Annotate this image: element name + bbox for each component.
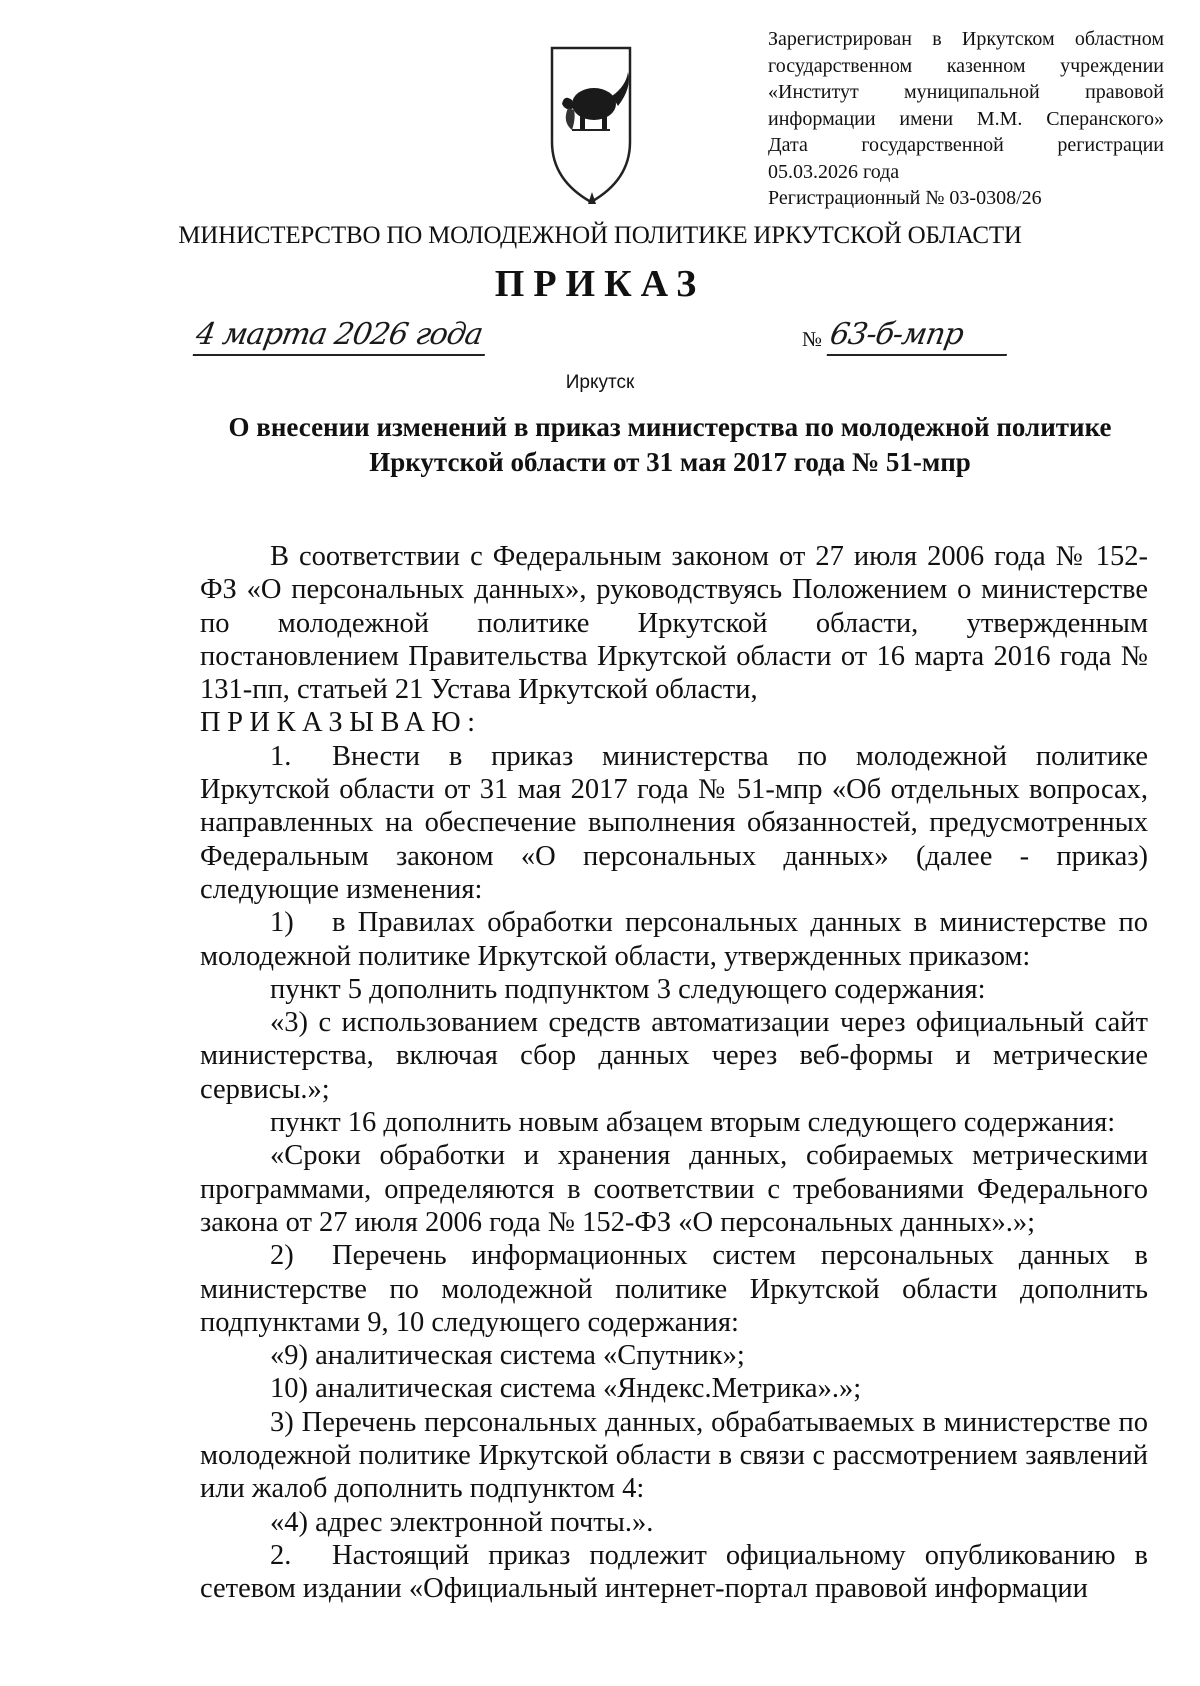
subitem-2-quote-1: «9) аналитическая система «Спутник»; bbox=[270, 1340, 745, 1372]
subitem-number: 1) bbox=[270, 907, 294, 939]
paragraph-point-16: пункт 16 дополнить новым абзацем вторым следующего содержания: bbox=[270, 1107, 1116, 1139]
paragraph-point-16-quote: «Сроки обработки и хранения данных, собираемых метрическими программами, определяются в соответствии с требованиями Федерального закона от 27 июля 2006 года № 152-ФЗ «О персональных данных».»; bbox=[200, 1140, 1148, 1238]
subitem-2-quote-2: 10) аналитическая система «Яндекс.Метрика».»; bbox=[270, 1373, 862, 1405]
item-text: Внести в приказ министерства по молодежной политике Иркутской области от 31 мая 2017 года № 51-мпр «Об отдельных вопросах, направленных на обеспечение выполнения обязанностей, предусмотренных Федеральным законом «О персональных данных» (далее - приказ) следующие изменения: bbox=[200, 740, 1148, 905]
preamble-paragraph: В соответствии с Федеральным законом от 27 июля 2006 года № 152-ФЗ «О персональных данных», руководствуясь Положением о министерстве по молодежной политике Иркутской области, утвержденным постановлением Правительства Иркутской области от 16 марта 2016 года № 131-пп, статьей 21 Устава Иркутской области, bbox=[200, 541, 1148, 706]
subitem-3-quote: «4) адрес электронной почты.». bbox=[270, 1506, 654, 1538]
item-number: 1. bbox=[270, 740, 292, 772]
registration-line: «Институт муниципальной правовой bbox=[768, 81, 1164, 103]
paragraph-point-5: пункт 5 дополнить подпунктом 3 следующего содержания: bbox=[270, 973, 986, 1005]
document-title: ПРИКАЗ bbox=[494, 263, 706, 305]
registration-line: Дата государственной регистрации bbox=[768, 134, 1164, 156]
registration-stamp bbox=[768, 26, 1164, 212]
item-number: 2. bbox=[270, 1539, 292, 1571]
order-word: ПРИКАЗЫВАЮ: bbox=[200, 707, 482, 739]
registration-date: 05.03.2026 года bbox=[768, 160, 900, 183]
registration-line: государственном казенном учреждении bbox=[768, 54, 1164, 77]
registration-number: Регистрационный № 03-0308/26 bbox=[768, 187, 1042, 209]
city-name: Иркутск bbox=[565, 372, 635, 393]
item-text: Настоящий приказ подлежит официальному опубликованию в сетевом издании «Официальный интернет-портал правовой информации bbox=[200, 1539, 1148, 1605]
subitem-1 bbox=[200, 906, 1148, 973]
order-subject bbox=[180, 410, 1160, 480]
number-label: № bbox=[802, 327, 823, 351]
subitem-text: Перечень информационных систем персональных данных в министерстве по молодежной политике Иркутской области дополнить подпунктами 9, 10 следующего содержания: bbox=[200, 1240, 1148, 1338]
coat-of-arms-icon bbox=[546, 42, 636, 210]
subject-line: Иркутской области от 31 мая 2017 года № 51-мпр bbox=[369, 447, 971, 477]
registration-line: информации имени М.М. Сперанского» bbox=[768, 107, 1164, 130]
item-1 bbox=[200, 740, 1148, 906]
document-body bbox=[200, 540, 1148, 1606]
registration-line: Зарегистрирован в Иркутском областном bbox=[768, 28, 1164, 50]
subitem-number: 2) bbox=[270, 1240, 294, 1272]
ministry-name: МИНИСТЕРСТВО ПО МОЛОДЕЖНОЙ ПОЛИТИКЕ ИРКУТСКОЙ ОБЛАСТИ bbox=[178, 222, 1022, 249]
paragraph-point-5-quote: «3) с использованием средств автоматизации через официальный сайт министерства, включая сбор данных через веб-формы и метрические сервисы.»; bbox=[200, 1007, 1148, 1105]
subitem-2 bbox=[200, 1239, 1148, 1339]
subject-line: О внесении изменений в приказ министерства по молодежной политике bbox=[228, 412, 1112, 442]
handwritten-number: 63-б-мпр bbox=[827, 318, 1014, 356]
handwritten-date: 4 марта 2026 года bbox=[193, 318, 492, 356]
subitem-3: 3) Перечень персональных данных, обрабатываемых в министерстве по молодежной политике Иркутской области в связи с рассмотрением заявлений или жалоб дополнить подпунктом 4: bbox=[200, 1406, 1148, 1505]
item-2 bbox=[200, 1539, 1148, 1606]
subitem-text: в Правилах обработки персональных данных в министерстве по молодежной политике Иркутской области, утвержденных приказом: bbox=[200, 907, 1148, 972]
